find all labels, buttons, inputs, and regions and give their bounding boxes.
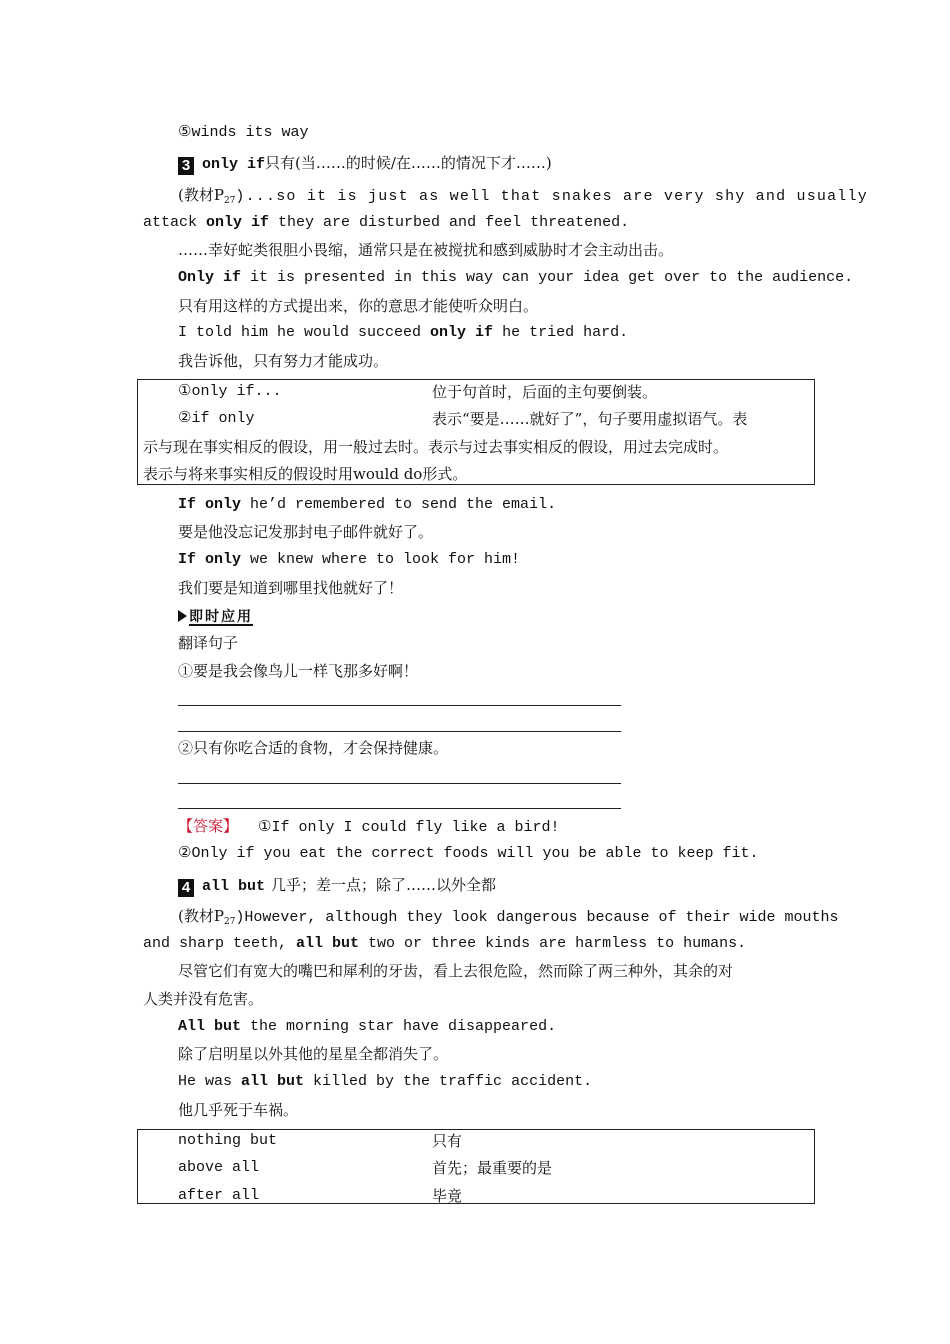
example-sentence: If only he’d remembered to send the email. <box>178 496 557 513</box>
practice-label: 即时应用 <box>178 606 253 626</box>
play-arrow-icon <box>178 610 187 622</box>
example-sentence: All but the morning star have disappeared. <box>178 1018 557 1035</box>
section3-meaning: 只有(当……的时候/在……的情况下才……) <box>265 154 552 172</box>
practice-question: ①要是我会像鸟儿一样飞那多好啊！ <box>178 662 419 680</box>
answer-line: ②Only if you eat the correct foods will you be able to keep fit. <box>178 845 759 862</box>
answer-tag: 【答案】 <box>178 817 239 835</box>
example-translation: 要是他没忘记发那封电子邮件就好了。 <box>178 523 434 541</box>
example-sentence: He was all but killed by the traffic accident. <box>178 1073 593 1090</box>
example-translation: 除了启明星以外其他的星星全都消失了。 <box>178 1045 449 1063</box>
textbook-quote-line2: attack only if they are disturbed and feel threatened. <box>143 214 630 231</box>
note-explanation: 位于句首时，后面的主句要倒装。 <box>432 383 658 401</box>
note-term: ②if only <box>178 410 255 427</box>
section4-heading <box>178 875 496 897</box>
section3-number: 3 <box>178 157 194 175</box>
answer-line: 【答案】 ①If only I could fly like a bird! <box>178 817 560 836</box>
answer-blank-line <box>178 731 621 732</box>
example-sentence: If only we knew where to look for him! <box>178 551 521 568</box>
example-sentence: I told him he would succeed only if he tried hard. <box>178 324 629 341</box>
answer-blank-line <box>178 783 621 784</box>
example-translation: 我们要是知道到哪里找他就好了！ <box>178 579 404 597</box>
textbook-quote-translation: 人类并没有危害。 <box>143 990 264 1008</box>
section4-phrase: all but <box>202 878 266 895</box>
practice-instruction: 翻译句子 <box>178 634 239 652</box>
example-translation: 我告诉他，只有努力才能成功。 <box>178 352 389 370</box>
section4-number: 4 <box>178 879 194 897</box>
example-sentence: Only if it is presented in this way can your idea get over to the audience. <box>178 269 854 286</box>
textbook-quote-line1: (教材$P_{27})...so$ it is just as well that snakes are very shy and usually <box>178 186 868 206</box>
example-translation: 他几乎死于车祸。 <box>178 1101 299 1119</box>
answer-blank-line <box>178 705 621 706</box>
previous-item: ⑤winds its way <box>178 124 309 141</box>
note-explanation: 表示与将来事实相反的假设时用would do形式。 <box>143 465 468 483</box>
section4-meaning: 几乎；差一点；除了……以外全都 <box>271 876 497 894</box>
note-explanation: 表示“要是……就好了”，句子要用虚拟语气。表 <box>432 410 748 428</box>
phrase-table-term: above all <box>178 1159 260 1176</box>
textbook-quote-line1: (教材$P_{27})However$, although they look dangerous because of their wide mouths <box>178 907 839 927</box>
note-term: ①only if... <box>178 383 282 400</box>
textbook-quote-translation: 尽管它们有宽大的嘴巴和犀利的牙齿，看上去很危险，然而除了两三种外，其余的对 <box>178 962 734 980</box>
example-translation: 只有用这样的方式提出来，你的意思才能使听众明白。 <box>178 297 539 315</box>
textbook-quote-line2: and sharp teeth, all but two or three kinds are harmless to humans. <box>143 935 747 952</box>
phrase-table-term: after all <box>178 1187 260 1204</box>
answer-blank-line <box>178 808 621 809</box>
practice-question: ②只有你吃合适的食物，才会保持健康。 <box>178 739 449 757</box>
note-explanation: 示与现在事实相反的假设，用一般过去时。表示与过去事实相反的假设，用过去完成时。 <box>143 438 729 456</box>
phrase-table-meaning: 只有 <box>432 1132 463 1150</box>
phrase-table-term: nothing but <box>178 1132 278 1149</box>
textbook-quote-translation: ……幸好蛇类很胆小畏缩，通常只是在被搅扰和感到威胁时才会主动出击。 <box>178 241 674 259</box>
section3-heading <box>178 153 552 175</box>
phrase-table-meaning: 毕竟 <box>432 1187 463 1205</box>
phrase-table-meaning: 首先；最重要的是 <box>432 1159 553 1177</box>
section3-phrase: only if <box>202 156 266 173</box>
